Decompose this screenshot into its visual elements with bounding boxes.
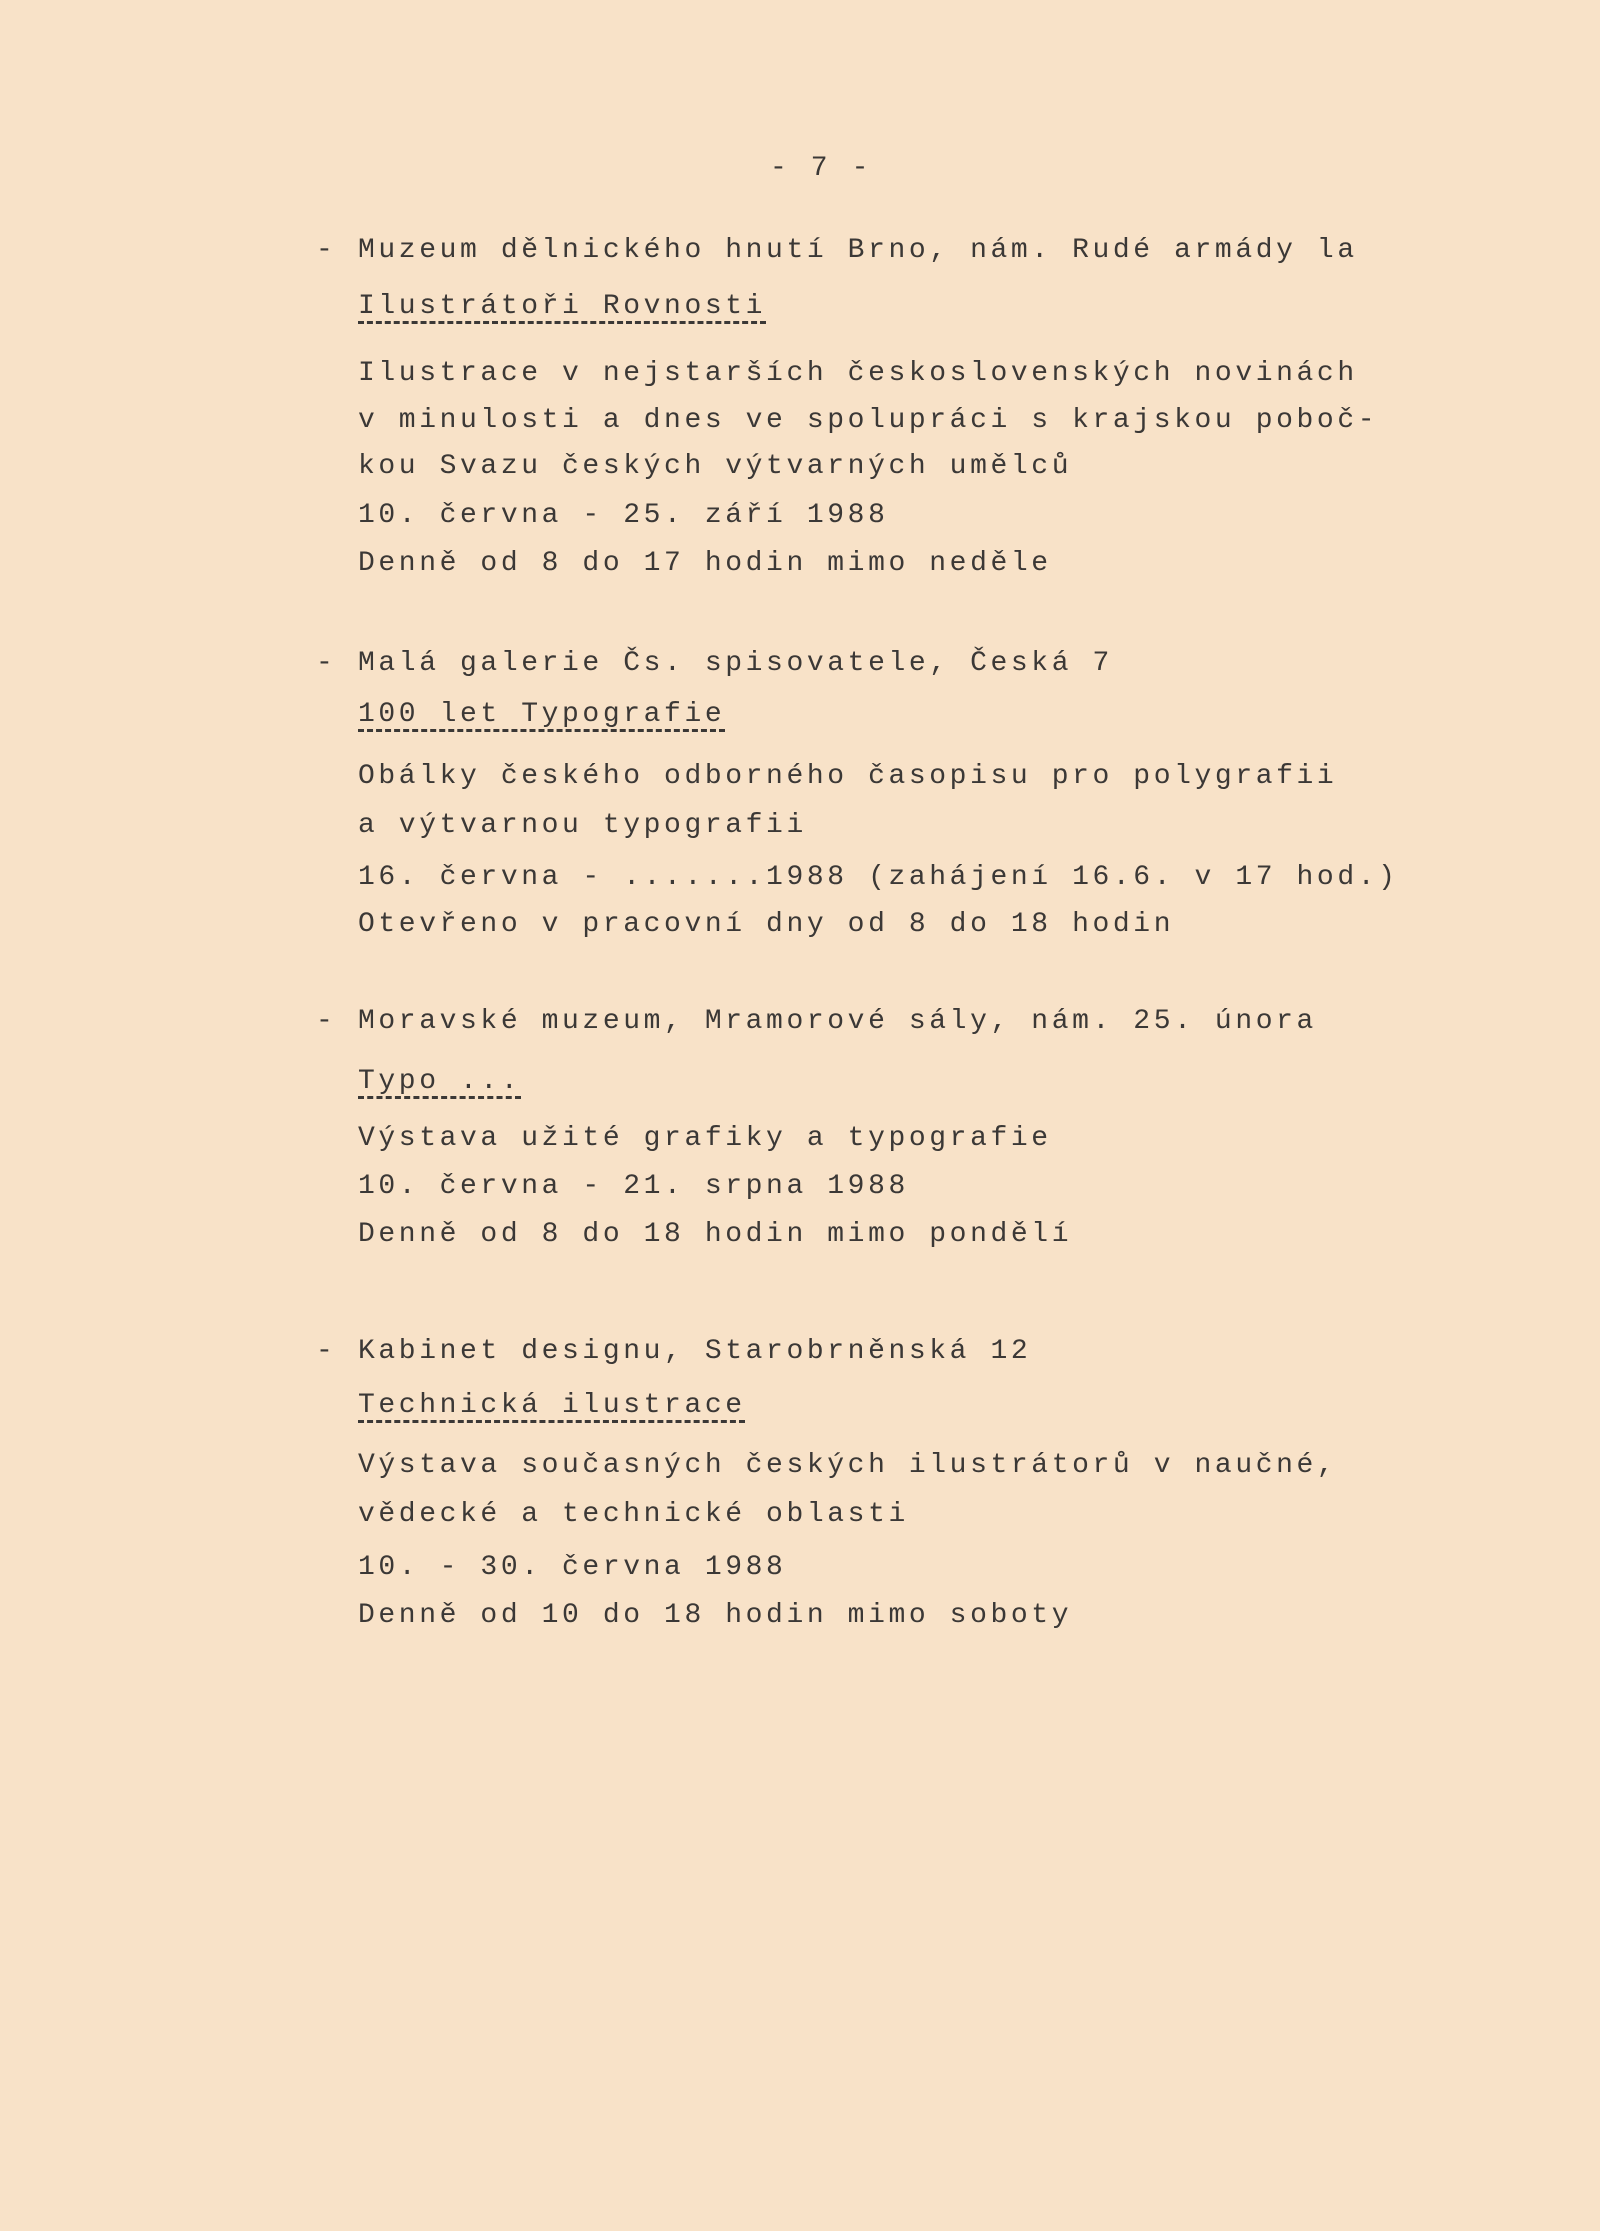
description-line: Obálky českého odborného časopisu pro polygrafii: [358, 761, 1338, 792]
description-line: vědecké a technické oblasti: [358, 1499, 909, 1530]
description-line: a výtvarnou typografii: [358, 810, 807, 841]
description-line: Ilustrace v nejstarších československých novinách: [358, 358, 1358, 389]
bullet-dash: -: [316, 235, 333, 266]
dates: 16. června - .......1988 (zahájení 16.6. v 17 hod.): [358, 862, 1399, 893]
exhibition-title: Ilustrátoři Rovnosti: [358, 291, 767, 322]
description-line: Výstava užité grafiky a typografie: [358, 1123, 1052, 1154]
description-line: Výstava současných českých ilustrátorů v naučné,: [358, 1450, 1338, 1481]
dates: 10. června - 25. září 1988: [358, 500, 889, 531]
venue: Moravské muzeum, Mramorové sály, nám. 25. února: [358, 1006, 1317, 1037]
venue: Malá galerie Čs. spisovatele, Česká 7: [358, 648, 1113, 679]
venue: Kabinet designu, Starobrněnská 12: [358, 1336, 1032, 1367]
exhibition-title: Typo ...: [358, 1066, 522, 1097]
exhibition-title: 100 let Typografie: [358, 699, 726, 730]
bullet-dash: -: [316, 1336, 333, 1367]
venue: Muzeum dělnického hnutí Brno, nám. Rudé armády la: [358, 235, 1358, 266]
exhibition-title: Technická ilustrace: [358, 1390, 746, 1421]
description-line: kou Svazu českých výtvarných umělců: [358, 451, 1073, 482]
bullet-dash: -: [316, 648, 333, 679]
dates: 10. června - 21. srpna 1988: [358, 1171, 909, 1202]
dates: 10. - 30. června 1988: [358, 1552, 787, 1583]
bullet-dash: -: [316, 1006, 333, 1037]
opening-hours: Otevřeno v pracovní dny od 8 do 18 hodin: [358, 909, 1175, 940]
opening-hours: Denně od 8 do 18 hodin mimo pondělí: [358, 1219, 1073, 1250]
description-line: v minulosti a dnes ve spolupráci s krajskou poboč-: [358, 405, 1379, 436]
opening-hours: Denně od 8 do 17 hodin mimo neděle: [358, 548, 1052, 579]
opening-hours: Denně od 10 do 18 hodin mimo soboty: [358, 1600, 1073, 1631]
page-number: - 7 -: [770, 153, 873, 184]
